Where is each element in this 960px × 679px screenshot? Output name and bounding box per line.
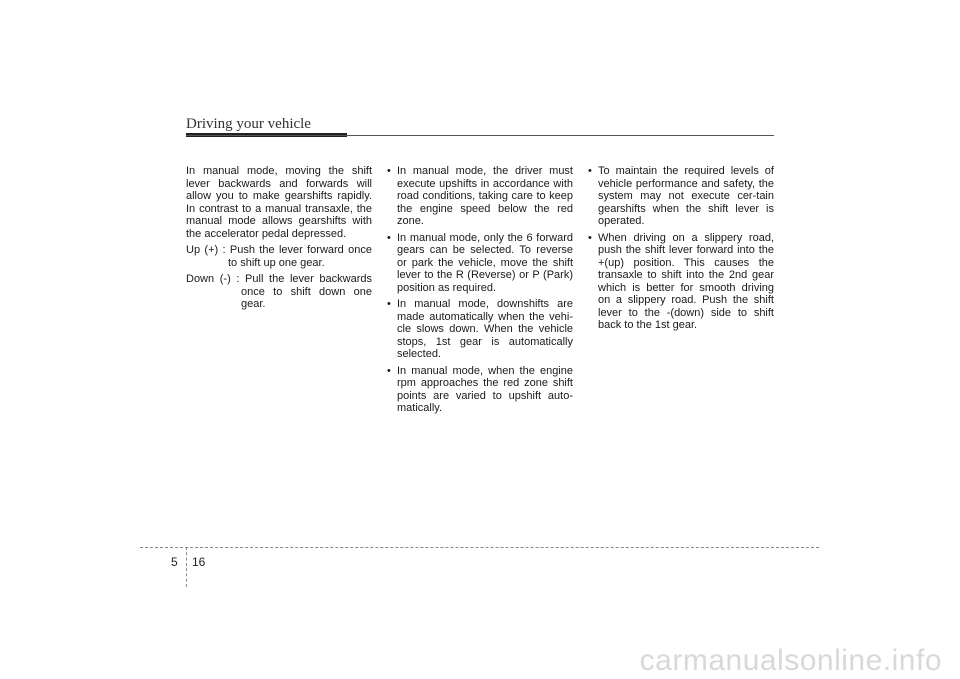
list-item-text: To maintain the required levels of vehicle performance and safety, the system may not execute cer-tain gearshifts when the shift lever is operated. [598, 165, 774, 227]
text-column-3 [588, 165, 774, 336]
list-item [387, 365, 573, 415]
header-rule-thin [186, 135, 774, 136]
text-column-2 [387, 165, 573, 419]
list-item-text: In manual mode, when the engine rpm approaches the red zone shift points are varied to upshift auto-matically. [397, 364, 573, 414]
list-item [588, 232, 774, 332]
list-item-text: When driving on a slippery road, push the shift lever forward into the +(up) position. This causes the transaxle to shift into the 2nd gear which is better for smooth driving on a slippery road. Push the shift lever to the -(down) side to shift back to the 1st gear. [598, 231, 774, 331]
bullet-icon: • [387, 298, 391, 310]
watermark: carmanualsonline.info [639, 644, 942, 677]
section-title: Driving your vehicle [186, 116, 311, 132]
list-item-text: In manual mode, only the 6 forward gears can be selected. To reverse or park the vehicle, move the shift lever to the R (Reverse) or P (Park) position as required. [397, 231, 573, 294]
bullet-icon: • [387, 364, 391, 377]
definition-down: Down (-) : Pull the lever backwards once to shift down one gear. [186, 273, 372, 310]
page-number: 16 [192, 555, 206, 569]
bullet-list [387, 165, 573, 415]
list-item [387, 298, 573, 361]
bullet-icon: • [387, 165, 391, 177]
list-item-text: In manual mode, the driver must execute upshifts in accordance with road conditions, taking care to keep the engine speed below the red zone. [397, 165, 573, 227]
list-item-text: In manual mode, downshifts are made automatically when the vehi-cle slows down. When the vehicle stops, 1st gear is automatically selected. [397, 298, 573, 360]
chapter-number: 5 [171, 555, 178, 569]
bullet-icon: • [387, 231, 391, 244]
list-item [387, 232, 573, 295]
bullet-icon: • [588, 231, 592, 244]
intro-paragraph: In manual mode, moving the shift lever backwards and forwards will allow you to make gearshifts rapidly. In contrast to a manual transaxle, the manual mode allows gearshifts with the accelerator pedal depressed. [186, 165, 372, 240]
list-item [387, 165, 573, 228]
footer-vertical-divider [186, 547, 187, 587]
bullet-list [588, 165, 774, 332]
definition-up: Up (+) : Push the lever forward once to shift up one gear. [186, 244, 372, 269]
list-item [588, 165, 774, 228]
text-column-1 [186, 165, 372, 315]
footer-dashed-rule [140, 547, 819, 548]
bullet-icon: • [588, 165, 592, 177]
